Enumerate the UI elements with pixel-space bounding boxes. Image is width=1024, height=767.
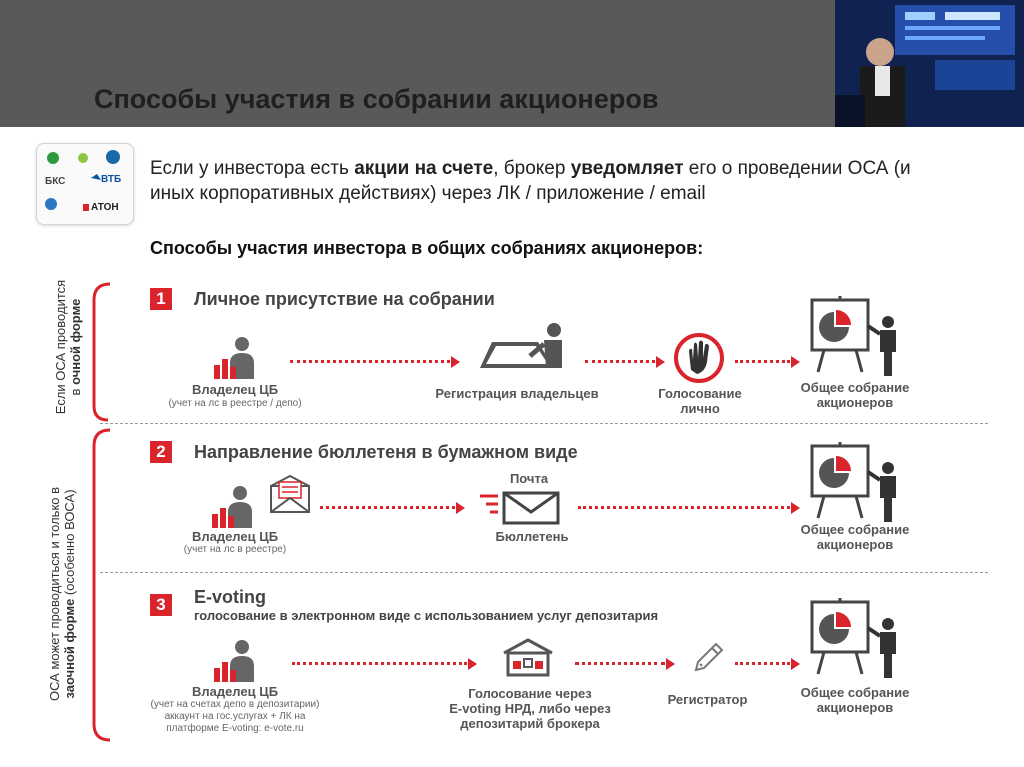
side-label-in-person: Если ОСА проводится в очной форме (53, 279, 83, 415)
flow-arrow (585, 360, 655, 363)
shareholder-icon (212, 335, 262, 379)
flow-arrow (735, 662, 790, 665)
general-meeting-label: Общее собрание акционеров (800, 380, 910, 410)
general-meeting-label: Общее собрание акционеров (800, 685, 910, 715)
logo-bcs: БКС (45, 176, 66, 187)
step-number: 1 (150, 288, 172, 310)
flow-arrowhead (666, 658, 675, 670)
mail-label: Почта (509, 471, 549, 486)
section-title: Личное присутствие на собрании (194, 289, 495, 309)
intro-text: Если у инвестора есть акции на счете, брокер уведомляет его о проведении ОСА (и иных корпоративных действиях) через ЛК / приложение / email (150, 158, 911, 204)
pen-icon (690, 640, 726, 676)
step-number: 3 (150, 594, 172, 616)
flow-arrow (578, 506, 790, 509)
evoting-step-label: Голосование через E-voting НРД, либо через депозитарий брокера (449, 686, 611, 731)
section-subtitle: голосование в электронном виде с использованием услуг депозитария (194, 608, 659, 623)
divider (100, 423, 988, 424)
owner-note: (учет на счетах депо в депозитарии) аккаунт на гос.услугах + ЛК на платформе E-voting: e-vote.ru (150, 699, 320, 734)
owner-label: Владелец ЦБ (191, 529, 279, 544)
mail-envelope-icon (478, 490, 562, 526)
owner-note: (учет на лс в реестре) (183, 544, 287, 555)
hand-vote-icon (671, 330, 727, 386)
trading-floor-photo (835, 0, 1024, 127)
flow-arrowhead (791, 502, 800, 514)
logo-vtb: ВТБ (101, 174, 122, 185)
ballot-label: Бюллетень (495, 529, 569, 544)
flow-arrowhead (791, 356, 800, 368)
logo-aton: АТОН (91, 202, 119, 213)
flow-arrowhead (468, 658, 477, 670)
side-label-absentee: ОСА может проводиться и только в заочной форме (особенно ВОСА) (47, 486, 77, 702)
section-title: Направление бюллетеня в бумажном виде (194, 442, 578, 462)
meeting-presentation-icon (808, 296, 904, 378)
page-title: Способы участия в собрании акционеров (94, 84, 659, 114)
bracket-decoration (86, 280, 116, 750)
owner-note: (учет на лс в реестре / депо) (168, 398, 302, 409)
shareholder-icon (210, 484, 260, 528)
step-number: 2 (150, 441, 172, 463)
depository-building-icon (500, 637, 556, 677)
flow-arrowhead (451, 356, 460, 368)
owner-label: Владелец ЦБ (191, 382, 279, 397)
flow-arrow (735, 360, 790, 363)
shareholder-icon (212, 638, 262, 682)
flow-arrowhead (791, 658, 800, 670)
flow-arrow (290, 360, 450, 363)
divider (100, 572, 988, 573)
flow-arrow (320, 506, 455, 509)
section-heading: Способы участия инвестора в общих собраниях акционеров: (150, 238, 704, 258)
letter-envelope-icon (268, 474, 312, 514)
general-meeting-label: Общее собрание акционеров (800, 522, 910, 552)
flow-arrow (292, 662, 467, 665)
registrar-label: Регистратор (667, 692, 748, 707)
meeting-presentation-icon (808, 442, 904, 524)
section-title: E-voting (194, 587, 266, 607)
vote-in-person-label: Голосование лично (658, 386, 742, 416)
registration-label: Регистрация владельцев (435, 386, 599, 401)
meeting-presentation-icon (808, 598, 904, 680)
registration-desk-icon (478, 322, 568, 376)
flow-arrowhead (456, 502, 465, 514)
owner-label: Владелец ЦБ (191, 684, 279, 699)
flow-arrow (575, 662, 665, 665)
broker-logos (36, 143, 134, 225)
flow-arrowhead (656, 356, 665, 368)
